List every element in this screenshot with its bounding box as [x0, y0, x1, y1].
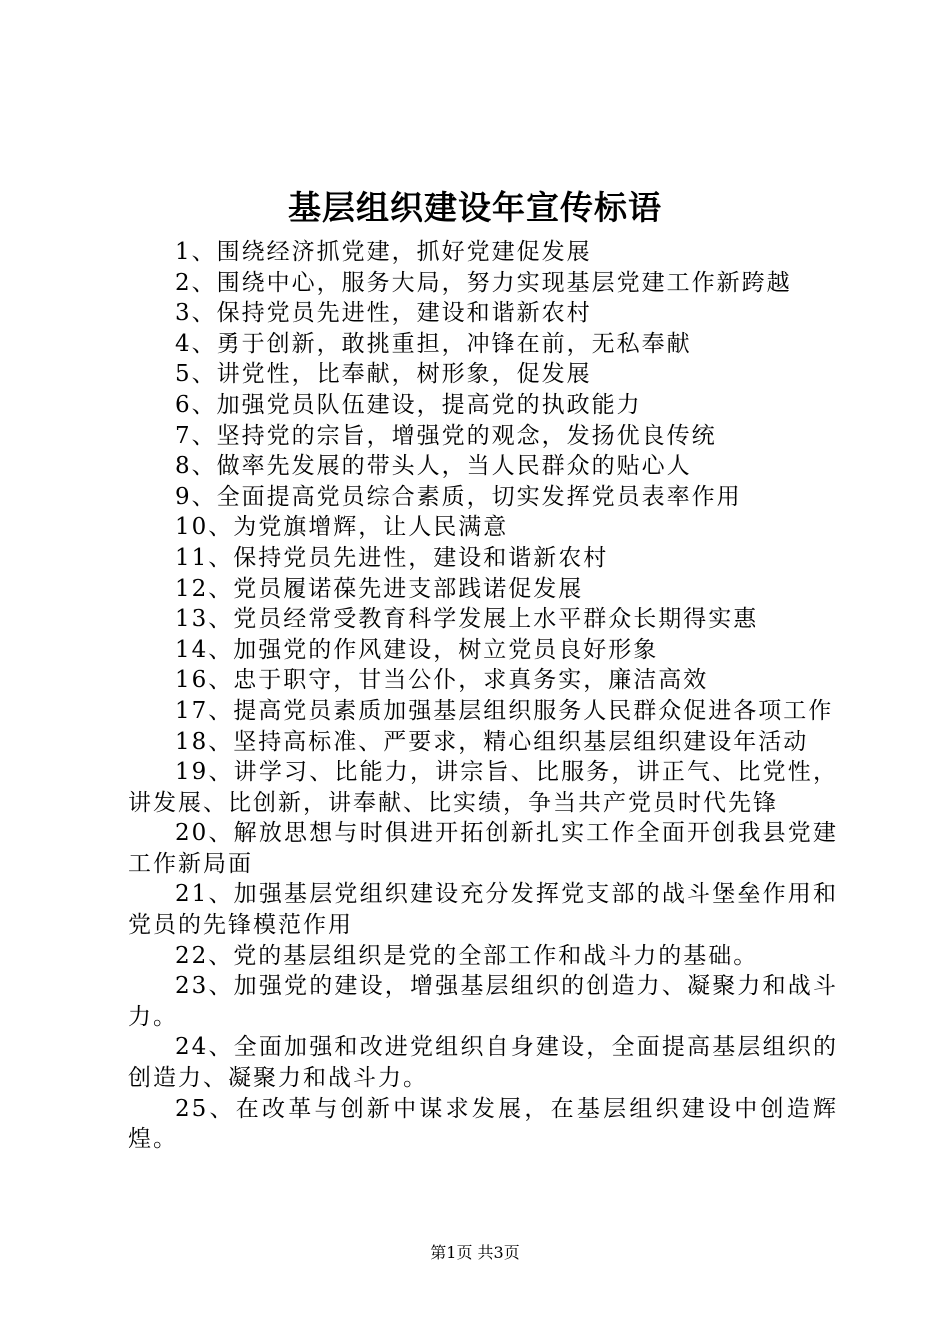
list-item: 14、加强党的作风建设，树立党员良好形象: [175, 636, 659, 663]
list-item: 3、保持党员先进性，建设和谐新农村: [175, 300, 592, 327]
list-item: 5、讲党性，比奉献，树形象，促发展: [175, 361, 592, 388]
page-number: 第1页 共3页: [430, 1243, 520, 1262]
list-item: 18、坚持高标准、严要求，精心组织基层组织建设年活动: [175, 728, 809, 755]
list-item: 20、解放思想与时俱进开拓创新扎实工作全面开创我县党建工作新局面: [128, 820, 838, 877]
list-item: 23、加强党的建设，增强基层组织的创造力、凝聚力和战斗力。: [128, 973, 838, 1030]
list-item: 4、勇于创新，敢挑重担，冲锋在前，无私奉献: [175, 330, 692, 357]
list-item: 21、加强基层党组织建设充分发挥党支部的战斗堡垒作用和党员的先锋模范作用: [128, 881, 838, 939]
list-item: 19、讲学习、比能力，讲宗旨、比服务，讲正气、比党性，讲发展、比创新，讲奉献、比实绩，争当共产党员时代先锋: [128, 759, 838, 816]
list-item: 7、坚持党的宗旨，增强党的观念，发扬优良传统: [175, 422, 717, 449]
list-item: 11、保持党员先进性，建设和谐新农村: [175, 544, 609, 571]
list-item: 17、提高党员素质加强基层组织服务人民群众促进各项工作: [175, 697, 834, 724]
list-item: 13、党员经常受教育科学发展上水平群众长期得实惠: [175, 606, 759, 633]
list-item: 22、党的基层组织是党的全部工作和战斗力的基础。: [175, 942, 759, 969]
list-item: 9、全面提高党员综合素质，切实发挥党员表率作用: [175, 483, 742, 510]
list-item: 10、为党旗增辉，让人民满意: [175, 514, 509, 541]
list-item: 25、在改革与创新中谋求发展，在基层组织建设中创造辉煌。: [128, 1095, 838, 1153]
list-item: 16、忠于职守，甘当公仆，求真务实，廉洁高效: [175, 667, 709, 694]
slogan-list: [128, 237, 838, 1155]
list-item: 12、党员履诺葆先进支部践诺促发展: [175, 575, 584, 602]
list-item: 24、全面加强和改进党组织自身建设，全面提高基层组织的创造力、凝聚力和战斗力。: [128, 1034, 838, 1092]
list-item: 2、围绕中心，服务大局，努力实现基层党建工作新跨越: [175, 269, 792, 296]
list-item: 1、围绕经济抓党建，抓好党建促发展: [175, 239, 592, 265]
document-title: 基层组织建设年宣传标语: [288, 188, 662, 227]
list-item: 8、做率先发展的带头人，当人民群众的贴心人: [175, 453, 692, 480]
list-item: 6、加强党员队伍建设，提高党的执政能力: [175, 391, 642, 418]
